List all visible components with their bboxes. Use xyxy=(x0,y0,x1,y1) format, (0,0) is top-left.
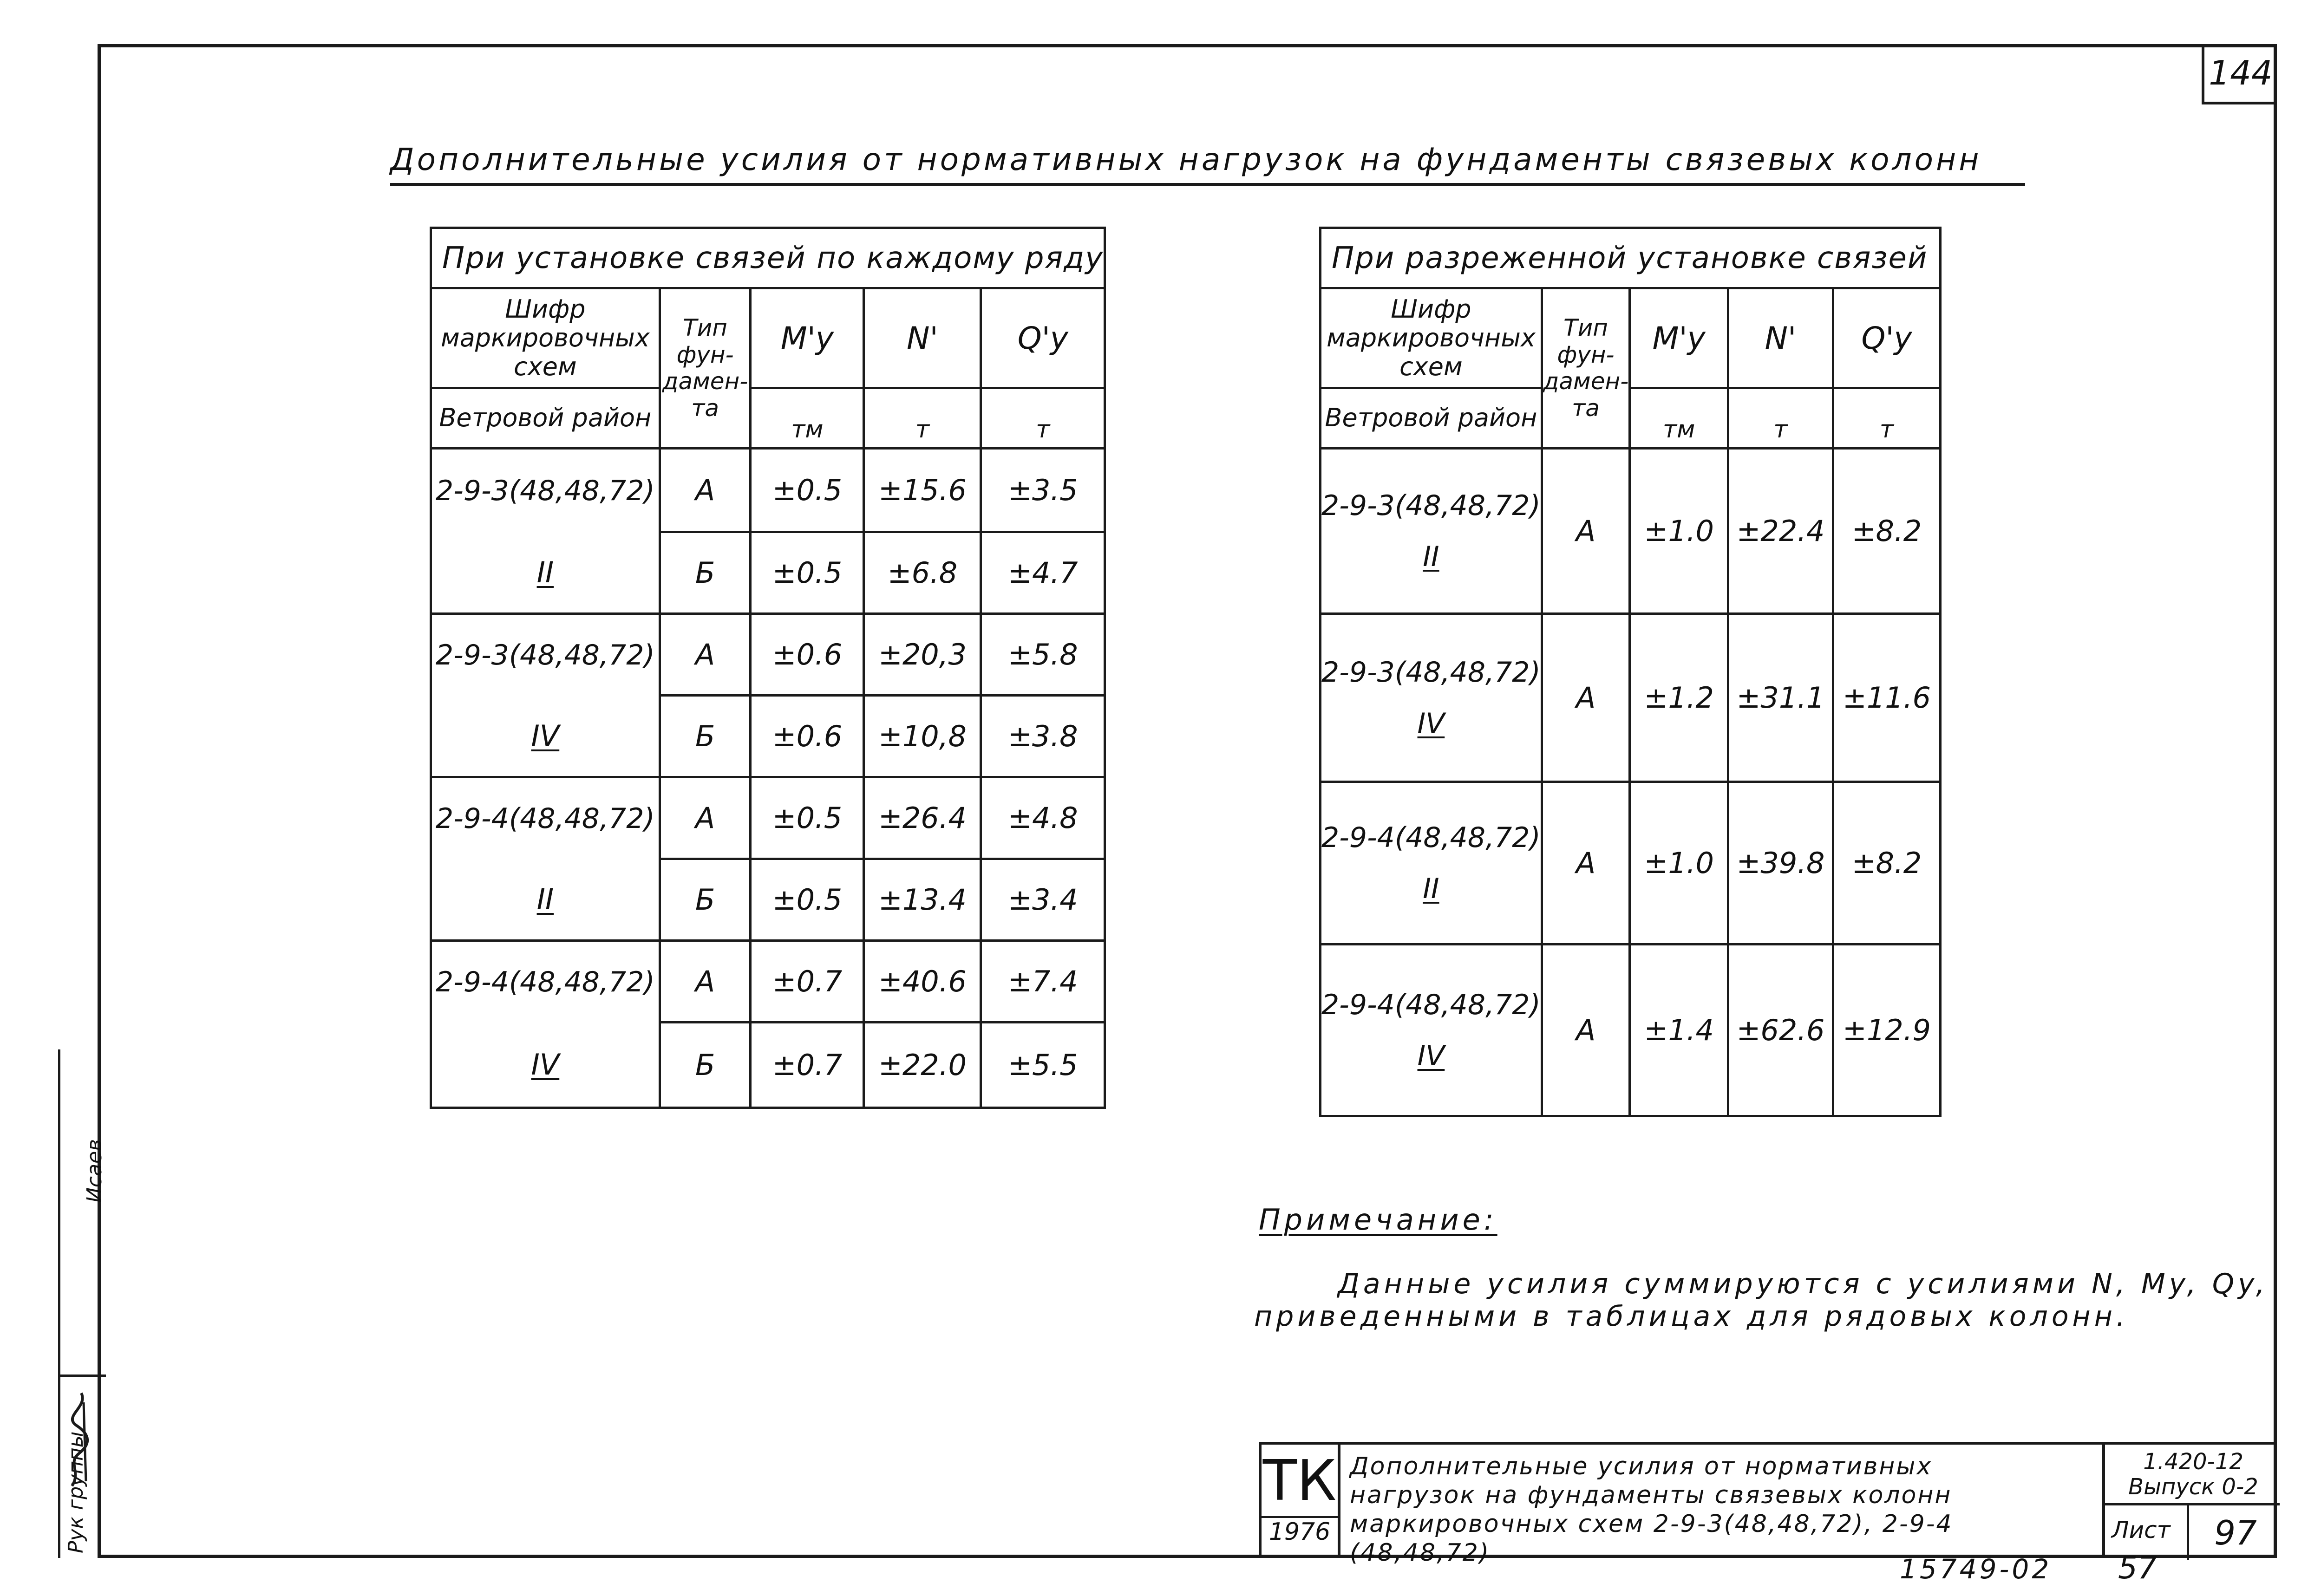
right-m: ±1.2 xyxy=(1630,614,1728,782)
note-line-2: приведенными в таблицах для рядовых колонн. xyxy=(1254,1300,2129,1333)
right-row xyxy=(1321,945,1941,1116)
right-row xyxy=(1321,782,1941,945)
stamp-year: 1976 xyxy=(1262,1516,1338,1546)
left-group-code: 2-9-3(48,48,72) xyxy=(431,614,660,696)
left-type: А xyxy=(660,614,751,696)
left-unit-n: т xyxy=(864,388,981,449)
sheet-label: Лист xyxy=(2112,1517,2171,1544)
left-header-n: N' xyxy=(864,288,981,388)
stamp-title-line: нагрузок на фундаменты связевых колонн xyxy=(1350,1481,1952,1509)
left-table-caption: При установке связей по каждому ряду xyxy=(431,228,1105,288)
stamp-title xyxy=(1350,1452,1954,1567)
left-row xyxy=(431,696,1105,777)
left-m: ±0.5 xyxy=(751,449,864,532)
left-n: ±6.8 xyxy=(864,532,981,614)
right-row-code: 2-9-3(48,48,72) xyxy=(1321,489,1541,522)
left-type: Б xyxy=(660,859,751,941)
right-unit-n: т xyxy=(1728,388,1833,449)
left-m: ±0.5 xyxy=(751,859,864,941)
left-n: ±15.6 xyxy=(864,449,981,532)
right-n: ±62.6 xyxy=(1728,945,1833,1116)
right-row xyxy=(1321,614,1941,782)
left-m: ±0.7 xyxy=(751,941,864,1023)
right-table-caption: При разреженной установке связей xyxy=(1321,228,1941,288)
left-m: ±0.6 xyxy=(751,614,864,696)
stamp-title-line: маркировочных схем 2-9-3(48,48,72), 2-9-4 (48,48,72) xyxy=(1350,1510,1953,1567)
page-number: 57 xyxy=(2118,1550,2157,1586)
left-m: ±0.6 xyxy=(751,696,864,777)
left-q: ±3.5 xyxy=(981,449,1105,532)
left-m: ±0.7 xyxy=(751,1023,864,1108)
right-m: ±1.4 xyxy=(1630,945,1728,1116)
main-title: Дополнительные усилия от нормативных нагрузок на фундаменты связевых колонн xyxy=(390,142,2025,186)
doc-code-issue: Выпуск 0-2 xyxy=(2128,1474,2258,1500)
left-type: А xyxy=(660,449,751,532)
right-m: ±1.0 xyxy=(1630,449,1728,614)
left-header-type: Тип фун- дамен- та xyxy=(660,288,751,449)
right-n: ±31.1 xyxy=(1728,614,1833,782)
left-group-code: 2-9-3(48,48,72) xyxy=(431,449,660,532)
right-row-wind: II xyxy=(1423,540,1439,573)
handwritten-signature xyxy=(63,1384,100,1491)
left-group-code: 2-9-4(48,48,72) xyxy=(431,941,660,1023)
right-row-code: 2-9-3(48,48,72) xyxy=(1321,656,1541,689)
right-n: ±22.4 xyxy=(1728,449,1833,614)
left-row xyxy=(431,1023,1105,1108)
right-q: ±8.2 xyxy=(1833,782,1940,945)
right-row-wind: IV xyxy=(1417,707,1445,740)
sheet-corner-number: 144 xyxy=(2202,44,2277,104)
left-q: ±7.4 xyxy=(981,941,1105,1023)
title-block xyxy=(1259,1442,2277,1567)
right-n: ±39.8 xyxy=(1728,782,1833,945)
group-head-label: Рук группы xyxy=(64,1431,88,1553)
group-head-surname: Исаев xyxy=(83,1139,106,1203)
strip-divider xyxy=(60,1375,106,1377)
left-header-q: Q'y xyxy=(981,288,1105,388)
left-header-wind: Ветровой район xyxy=(431,388,660,449)
right-type: А xyxy=(1542,614,1629,782)
right-header-wind: Ветровой район xyxy=(1321,388,1542,449)
left-n: ±26.4 xyxy=(864,777,981,859)
doc-code xyxy=(2110,1449,2277,1499)
left-type: А xyxy=(660,777,751,859)
right-type: А xyxy=(1542,945,1629,1116)
right-header-n: N' xyxy=(1728,288,1833,388)
left-group-wind: IV xyxy=(531,1047,560,1081)
left-group-code: 2-9-4(48,48,72) xyxy=(431,777,660,859)
tk-logo: ТК xyxy=(1262,1449,1337,1513)
left-q: ±4.7 xyxy=(981,532,1105,614)
right-row-code: 2-9-4(48,48,72) xyxy=(1321,821,1541,854)
right-header-m: M'y xyxy=(1630,288,1728,388)
left-type: Б xyxy=(660,532,751,614)
right-table xyxy=(1319,227,1942,1117)
left-n: ±40.6 xyxy=(864,941,981,1023)
left-row xyxy=(431,449,1105,532)
note-line-1: Данные усилия суммируются с усилиями N, My, Qy, xyxy=(1338,1268,2269,1300)
inventory-number: 15749-02 xyxy=(1900,1553,2052,1585)
left-row xyxy=(431,777,1105,859)
left-q: ±3.8 xyxy=(981,696,1105,777)
left-q: ±5.8 xyxy=(981,614,1105,696)
right-row-wind: IV xyxy=(1417,1039,1445,1072)
right-header-cipher: Шифр маркировочных схем xyxy=(1321,288,1542,388)
left-unit-q: т xyxy=(981,388,1105,449)
left-group-wind: IV xyxy=(531,718,560,753)
left-m: ±0.5 xyxy=(751,532,864,614)
right-type: А xyxy=(1542,449,1629,614)
left-m: ±0.5 xyxy=(751,777,864,859)
left-n: ±22.0 xyxy=(864,1023,981,1108)
right-unit-q: т xyxy=(1833,388,1940,449)
right-row-code: 2-9-4(48,48,72) xyxy=(1321,988,1541,1021)
left-header-m: M'y xyxy=(751,288,864,388)
sheet-number: 97 xyxy=(2187,1505,2282,1560)
right-row xyxy=(1321,449,1941,614)
tk-box xyxy=(1262,1445,1340,1558)
left-row xyxy=(431,941,1105,1023)
left-row xyxy=(431,532,1105,614)
left-header-cipher: Шифр маркировочных схем xyxy=(431,288,660,388)
right-m: ±1.0 xyxy=(1630,782,1728,945)
left-type: Б xyxy=(660,696,751,777)
left-type: А xyxy=(660,941,751,1023)
left-row xyxy=(431,859,1105,941)
left-q: ±5.5 xyxy=(981,1023,1105,1108)
right-header-q: Q'y xyxy=(1833,288,1940,388)
left-q: ±3.4 xyxy=(981,859,1105,941)
right-type: А xyxy=(1542,782,1629,945)
right-header-type: Тип фун- дамен- та xyxy=(1542,288,1629,449)
right-unit-m: тм xyxy=(1630,388,1728,449)
left-group-wind: II xyxy=(536,555,554,589)
note-title: Примечание: xyxy=(1259,1203,1497,1237)
left-unit-m: тм xyxy=(751,388,864,449)
left-n: ±20,3 xyxy=(864,614,981,696)
doc-code-series: 1.420-12 xyxy=(2143,1449,2243,1475)
left-type: Б xyxy=(660,1023,751,1108)
right-q: ±11.6 xyxy=(1833,614,1940,782)
left-table xyxy=(430,227,1106,1109)
left-q: ±4.8 xyxy=(981,777,1105,859)
left-n: ±13.4 xyxy=(864,859,981,941)
left-row xyxy=(431,614,1105,696)
right-row-wind: II xyxy=(1423,872,1439,905)
stamp-title-line: Дополнительные усилия от нормативных xyxy=(1350,1453,1933,1480)
left-n: ±10,8 xyxy=(864,696,981,777)
stamp-right-block xyxy=(2102,1445,2280,1558)
left-group-wind: II xyxy=(536,882,554,916)
right-q: ±8.2 xyxy=(1833,449,1940,614)
right-q: ±12.9 xyxy=(1833,945,1940,1116)
